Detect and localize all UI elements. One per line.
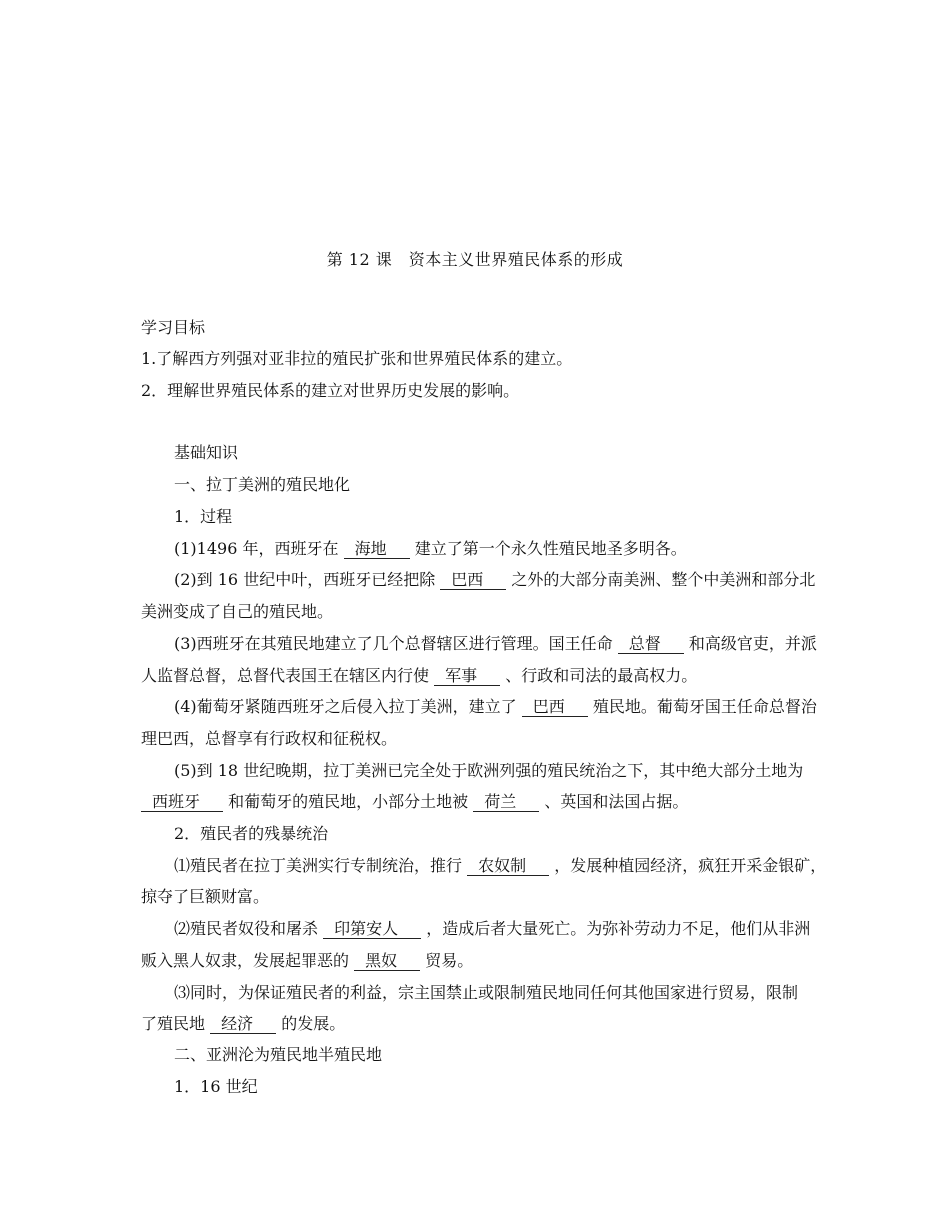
answer-blank-haiti — [344, 540, 410, 559]
rule-paragraph-3-line-2 — [141, 1014, 821, 1034]
paragraph-5-text-c: 、英国和法国占据。 — [544, 792, 689, 811]
rule-paragraph-1-line-1 — [174, 856, 827, 876]
paragraph-4-line-2: 理巴西，总督享有行政权和征税权。 — [141, 729, 398, 748]
answer-text: 巴西 — [532, 697, 565, 716]
answer-blank-governor — [618, 635, 684, 654]
answer-text: 军事 — [445, 666, 478, 685]
paragraph-4-line-1 — [174, 697, 822, 717]
rule-paragraph-1-line-2: 掠夺了巨额财富。 — [141, 887, 270, 906]
paragraph-3-line-1 — [174, 634, 822, 654]
answer-text: 荷兰 — [484, 792, 517, 811]
paragraph-1-text-a: (1)1496 年，西班牙在 — [174, 539, 339, 558]
answer-text: 农奴制 — [478, 856, 527, 875]
subheading-16th-century: 1．16 世纪 — [174, 1077, 258, 1096]
answer-text: 经济 — [221, 1014, 254, 1033]
answer-text: 总督 — [628, 634, 661, 653]
paragraph-3-line-2 — [141, 666, 821, 686]
section-heading-latin-america: 一、拉丁美洲的殖民地化 — [174, 475, 351, 494]
paragraph-2-line-1 — [174, 570, 822, 590]
rule-3-text-b: 了殖民地 — [141, 1014, 206, 1033]
rule-2-text-c: 贩入黑人奴隶，发展起罪恶的 — [141, 951, 350, 970]
rule-paragraph-2-line-1 — [174, 919, 822, 939]
paragraph-1 — [174, 539, 822, 559]
paragraph-2-text-a: (2)到 16 世纪中叶，西班牙已经把除 — [174, 570, 436, 589]
paragraph-4-text-b: 殖民地。葡萄牙国王任命总督治 — [592, 697, 817, 716]
answer-blank-brazil-colony — [522, 698, 588, 717]
goals-heading: 学习目标 — [141, 318, 206, 337]
paragraph-3-text-b: 和高级官吏，并派 — [688, 634, 817, 653]
answer-text: 印第安人 — [334, 919, 399, 938]
rule-1-text-b: ，发展种植园经济，疯狂开采金银矿， — [554, 856, 827, 875]
goal-item-2: 2．理解世界殖民体系的建立对世界历史发展的影响。 — [141, 381, 520, 400]
paragraph-2-line-2: 美洲变成了自己的殖民地。 — [141, 602, 334, 621]
paragraph-5-line-1: (5)到 18 世纪晚期，拉丁美洲已完全处于欧洲列强的殖民统治之下，其中绝大部分土地为 — [174, 761, 804, 780]
answer-text: 海地 — [354, 539, 387, 558]
paragraph-5-line-2 — [141, 792, 821, 812]
subheading-brutal-rule: 2．殖民者的残暴统治 — [174, 824, 329, 843]
answer-blank-military — [434, 667, 500, 686]
answer-text: 巴西 — [451, 570, 484, 589]
lesson-title: 第 12 课 资本主义世界殖民体系的形成 — [326, 250, 624, 269]
answer-text: 西班牙 — [152, 792, 201, 811]
answer-blank-black-slave — [354, 952, 420, 971]
rule-3-text-c: 的发展。 — [281, 1014, 346, 1033]
goal-item-1: 1.了解西方列强对亚非拉的殖民扩张和世界殖民体系的建立。 — [141, 349, 573, 368]
rule-2-text-a: ⑵殖民者奴役和屠杀 — [174, 919, 319, 938]
rule-paragraph-3-line-1: ⑶同时，为保证殖民者的利益，宗主国禁止或限制殖民地同任何其他国家进行贸易，限制 — [174, 983, 799, 1002]
answer-text: 黑奴 — [365, 951, 398, 970]
paragraph-1-text-b: 建立了第一个永久性殖民地圣多明各。 — [414, 539, 687, 558]
paragraph-4-text-a: (4)葡萄牙紧随西班牙之后侵入拉丁美洲，建立了 — [174, 697, 517, 716]
paragraph-3-text-d: 、行政和司法的最高权力。 — [505, 666, 698, 685]
paragraph-2-text-b: 之外的大部分南美洲、整个中美洲和部分北 — [511, 570, 816, 589]
paragraph-3-text-c: 人监督总督，总督代表国王在辖区内行使 — [141, 666, 430, 685]
basics-heading: 基础知识 — [174, 443, 239, 462]
rule-2-text-d: 贸易。 — [425, 951, 474, 970]
rule-2-text-b: ，造成后者大量死亡。为弥补劳动力不足，他们从非洲 — [426, 919, 811, 938]
subheading-process: 1．过程 — [174, 507, 233, 526]
paragraph-3-text-a: (3)西班牙在其殖民地建立了几个总督辖区进行管理。国王任命 — [174, 634, 613, 653]
rule-paragraph-2-line-2 — [141, 951, 821, 971]
paragraph-5-text-b: 和葡萄牙的殖民地，小部分土地被 — [228, 792, 469, 811]
answer-blank-serfdom — [467, 857, 549, 876]
answer-blank-indians — [323, 920, 421, 939]
answer-blank-economy — [210, 1015, 276, 1034]
rule-1-text-a: ⑴殖民者在拉丁美洲实行专制统治，推行 — [174, 856, 463, 875]
answer-blank-spain — [141, 793, 223, 812]
answer-blank-netherlands — [473, 793, 539, 812]
section-heading-asia: 二、亚洲沦为殖民地半殖民地 — [174, 1045, 383, 1064]
answer-blank-brazil — [440, 571, 506, 590]
